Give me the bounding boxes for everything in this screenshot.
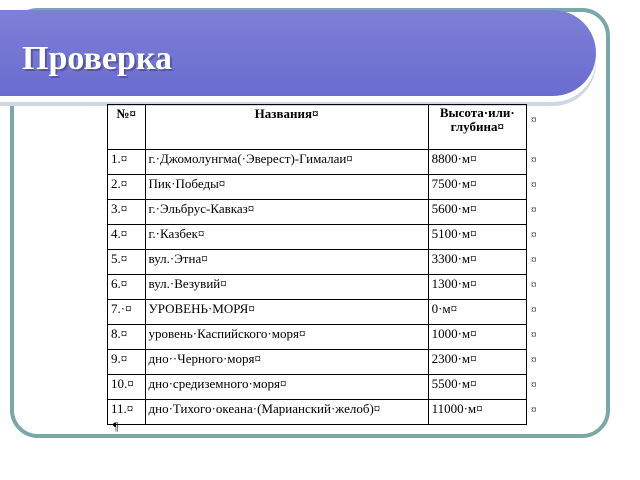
title-banner — [0, 10, 596, 96]
row-name: г.·Эльбрус-Кавказ¤ — [145, 200, 428, 225]
row-number: 1.¤ — [108, 150, 146, 175]
row-number: 10.¤ — [108, 375, 146, 400]
row-number: 7.·¤ — [108, 300, 146, 325]
row-value: 1300·м¤ — [428, 275, 526, 300]
row-name: дно·средиземного·моря¤ — [145, 375, 428, 400]
row-value: 7500·м¤ — [428, 175, 526, 200]
paragraph-mark: ¶ — [113, 419, 119, 433]
row-name: Пик·Победы¤ — [145, 175, 428, 200]
row-value: 5600·м¤ — [428, 200, 526, 225]
row-name: УРОВЕНЬ·МОРЯ¤ — [145, 300, 428, 325]
table-row — [108, 225, 527, 250]
header-height — [428, 105, 526, 150]
row-number: 5.¤ — [108, 250, 146, 275]
row-end-mark: ¤ — [531, 354, 537, 366]
table-row — [108, 300, 527, 325]
table-row — [108, 200, 527, 225]
header-name: Названия¤ — [145, 105, 428, 150]
row-number: 8.¤ — [108, 325, 146, 350]
row-number: 11.¤ — [108, 400, 146, 425]
row-end-mark: ¤ — [531, 304, 537, 316]
row-end-mark: ¤ — [531, 204, 537, 216]
header-number: №¤ — [108, 105, 146, 150]
row-end-mark: ¤ — [531, 154, 537, 166]
row-number: 2.¤ — [108, 175, 146, 200]
row-value: 1000·м¤ — [428, 325, 526, 350]
row-name: вул.·Везувий¤ — [145, 275, 428, 300]
row-end-mark: ¤ — [531, 179, 537, 191]
row-end-mark: ¤ — [531, 404, 537, 416]
table-row — [108, 275, 527, 300]
row-number: 9.¤ — [108, 350, 146, 375]
row-end-mark: ¤ — [531, 254, 537, 266]
row-name: вул.·Этна¤ — [145, 250, 428, 275]
row-value: 3300·м¤ — [428, 250, 526, 275]
table-row — [108, 150, 527, 175]
row-name: дно··Черного·моря¤ — [145, 350, 428, 375]
table-header-row — [108, 105, 527, 150]
row-value: 11000·м¤ — [428, 400, 526, 425]
row-number: 6.¤ — [108, 275, 146, 300]
row-name: дно·Тихого·океана·(Марианский·желоб)¤ — [145, 400, 428, 425]
row-name: г.·Казбек¤ — [145, 225, 428, 250]
row-number: 4.¤ — [108, 225, 146, 250]
row-end-mark: ¤ — [531, 229, 537, 241]
slide-title: Проверка — [22, 40, 172, 77]
row-value: 8800·м¤ — [428, 150, 526, 175]
table-row — [108, 175, 527, 200]
row-end-mark: ¤ — [531, 114, 537, 126]
row-number: 3.¤ — [108, 200, 146, 225]
row-end-mark: ¤ — [531, 379, 537, 391]
document-table-area — [107, 104, 537, 433]
row-value: 2300·м¤ — [428, 350, 526, 375]
table-row — [108, 375, 527, 400]
row-name: уровень·Каспийского·моря¤ — [145, 325, 428, 350]
row-end-mark: ¤ — [531, 329, 537, 341]
row-value: 5100·м¤ — [428, 225, 526, 250]
row-value: 0·м¤ — [428, 300, 526, 325]
row-value: 5500·м¤ — [428, 375, 526, 400]
header-height-text: Высота·или· глубина¤ — [439, 105, 515, 134]
table-row — [108, 400, 527, 425]
table-row — [108, 250, 527, 275]
row-end-mark: ¤ — [531, 279, 537, 291]
table-row — [108, 325, 527, 350]
table-row — [108, 350, 527, 375]
results-table — [107, 104, 527, 425]
row-name: г.·Джомолунгма(·Эверест)-Гималаи¤ — [145, 150, 428, 175]
